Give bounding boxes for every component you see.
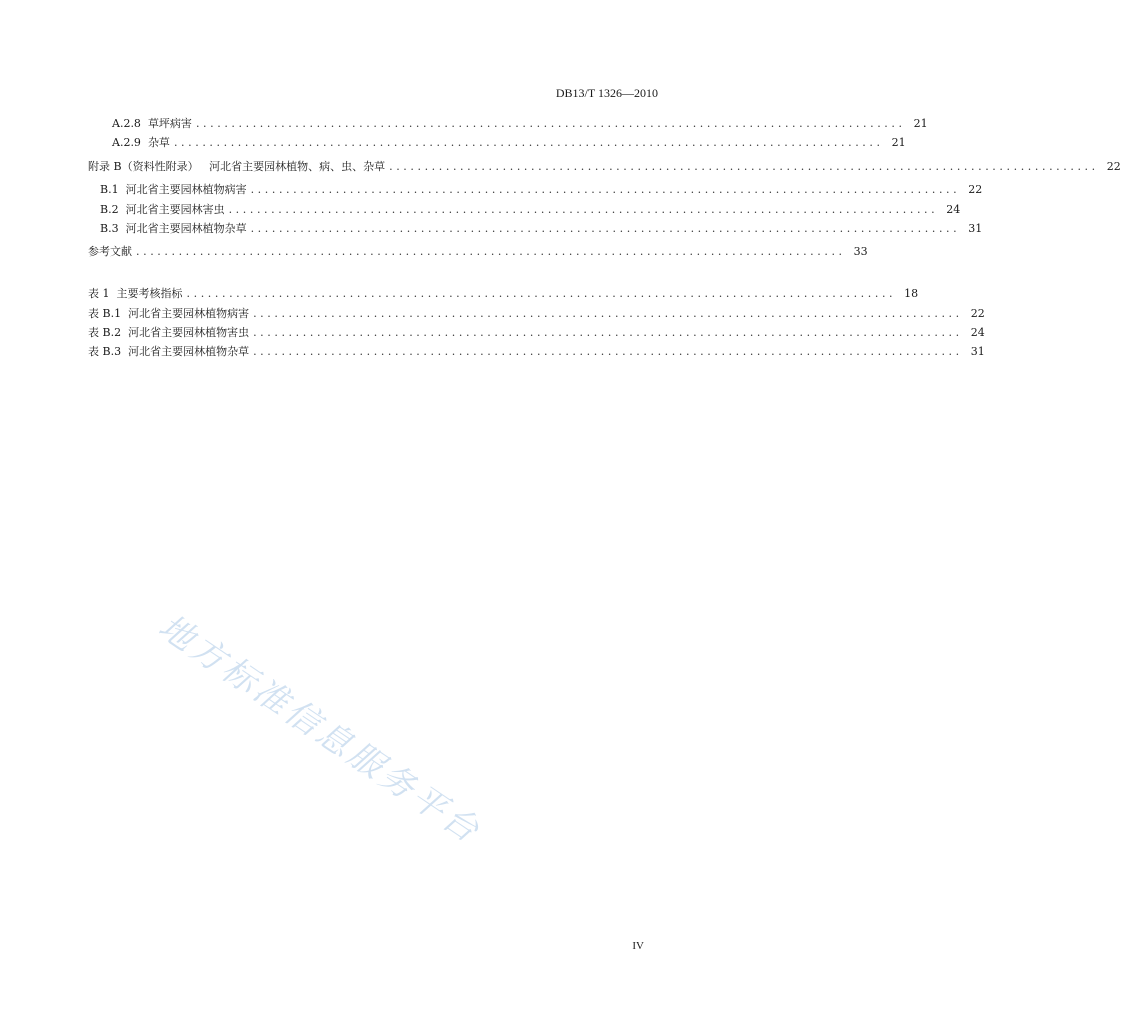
toc-entry-b-1[interactable] (0, 182, 983, 198)
toc-leader: .................................................................................................... (253, 326, 963, 339)
toc-page: 33 (853, 245, 868, 258)
toc-number: B.2 (100, 203, 126, 216)
toc-page: 31 (970, 345, 985, 358)
toc-title: 杂草 (147, 136, 170, 149)
toc-title: 河北省主要园林植物病害 (128, 307, 250, 320)
toc-number: 表 B.1 (88, 307, 129, 320)
toc-title: 河北省主要园林植物杂草 (125, 222, 247, 235)
watermark: 地方标准信息服务平台 (151, 606, 489, 853)
toc-number: A.2.8 (112, 117, 148, 130)
toc-entry-appendix-b[interactable] (0, 159, 1121, 175)
toc-number: B.1 (100, 183, 126, 196)
toc-page: 21 (891, 136, 906, 149)
toc-title: 参考文献 (88, 245, 132, 258)
toc-leader: .................................................................................................... (228, 203, 939, 216)
toc-leader: .................................................................................................... (250, 183, 961, 196)
toc-number: 表 B.2 (88, 326, 129, 339)
toc-page: 22 (1106, 160, 1121, 173)
toc-number: A.2.9 (112, 136, 148, 149)
toc-title: 草坪病害 (147, 117, 192, 130)
toc-page: 24 (946, 203, 961, 216)
toc-entry-a-2-8[interactable] (0, 116, 928, 132)
toc-number: 表 1 (88, 287, 117, 300)
toc-title: 河北省主要园林植物杂草 (128, 345, 250, 358)
toc-leader: .................................................................................................... (136, 245, 846, 258)
toc-entry-b-3[interactable] (0, 221, 983, 237)
toc-title: 河北省主要园林植物害虫 (128, 326, 250, 339)
toc-leader: .................................................................................................... (250, 222, 961, 235)
page-number: IV (632, 940, 644, 952)
toc-leader: .................................................................................................... (389, 160, 1099, 173)
toc-entry-references[interactable] (0, 244, 868, 260)
toc-page: 22 (970, 307, 985, 320)
toc-page: 31 (968, 222, 983, 235)
toc-leader: .................................................................................................... (253, 345, 963, 358)
toc-leader: .................................................................................................... (173, 136, 884, 149)
toc-title: （资料性附录） 河北省主要园林植物、病、虫、杂草 (121, 160, 386, 173)
toc-number: 附录 B (88, 160, 122, 173)
toc-page: 22 (968, 183, 983, 196)
toc-entry-table-b-1[interactable] (0, 306, 985, 322)
toc-leader: .................................................................................................... (253, 307, 963, 320)
toc-title: 河北省主要园林植物病害 (125, 183, 247, 196)
toc-entry-table-1[interactable] (0, 286, 919, 302)
toc-page: 24 (970, 326, 985, 339)
toc-leader: .................................................................................................... (186, 287, 897, 300)
toc-leader: .................................................................................................... (195, 117, 906, 130)
toc-page: 21 (913, 117, 928, 130)
toc-title: 河北省主要园林害虫 (125, 203, 225, 216)
toc-page: 18 (904, 287, 919, 300)
document-code: DB13/T 1326—2010 (555, 86, 658, 100)
toc-entry-table-b-3[interactable] (0, 344, 985, 360)
toc-title: 主要考核指标 (116, 287, 183, 300)
toc-number: 表 B.3 (88, 345, 129, 358)
toc-entry-table-b-2[interactable] (0, 325, 985, 341)
toc-entry-b-2[interactable] (0, 202, 961, 218)
toc-entry-a-2-9[interactable] (0, 135, 906, 151)
toc-number: B.3 (100, 222, 126, 235)
